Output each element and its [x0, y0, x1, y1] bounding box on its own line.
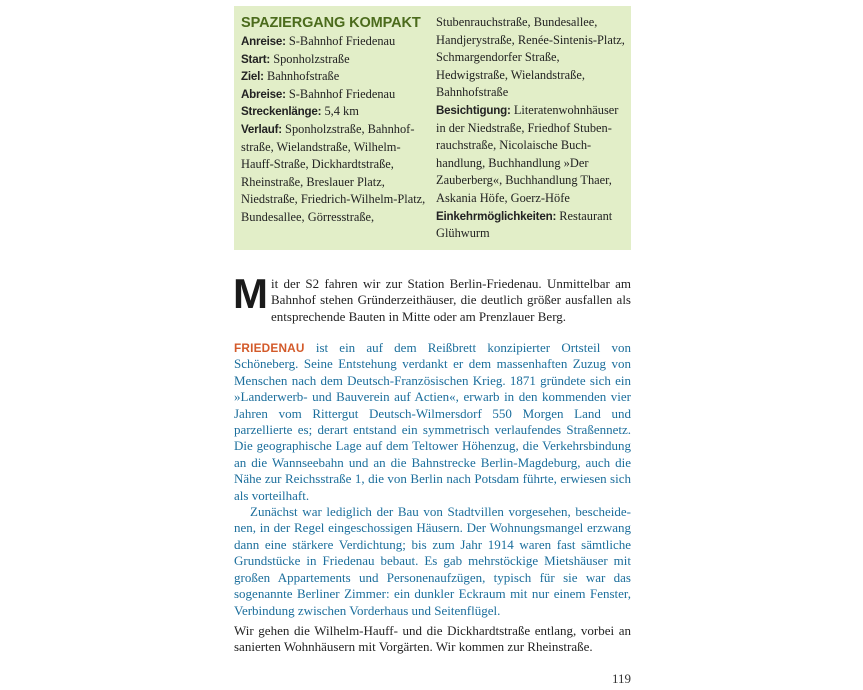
outro-paragraph — [234, 623, 631, 656]
value-abreise: S-Bahnhof Friedenau — [288, 86, 396, 101]
label-abreise: Abreise: — [241, 87, 286, 101]
entry-besichtigung — [436, 102, 626, 208]
value-verlauf-part2: Stubenrauchstraße, Bundesallee, Handjerystraße, Renée-Sintenis-Platz, Schmargendorfer Straße, Hedwigstraße, Wielandstraße, Bahnhofstraße — [436, 15, 625, 100]
outro-text: Wir gehen die Wilhelm-Hauff- und die Dickhardtstraße entlang, vorbei an sanierten Wohnhäusern mit Vorgärten. Wir kommen zur Rheinstraße. — [234, 623, 631, 655]
value-einkehr: Restaurant Glühwurm — [436, 208, 613, 241]
info-box-left-column — [241, 14, 431, 227]
value-besichtigung: Literatenwohnhäuser in der Niedstraße, Friedhof Stubenrauchstraße, Nicolaische Buchhandlung, Buchhandlung »Der Zauberberg«, Buchhandlung Thaer, Askania Höfe, Goerz-Höfe — [436, 102, 619, 205]
value-ziel: Bahnhofstraße — [266, 69, 340, 84]
entry-ziel — [241, 68, 431, 86]
friedenau-paragraph-2 — [234, 504, 631, 619]
entry-verlauf-continued — [436, 14, 626, 102]
label-ziel: Ziel: — [241, 70, 264, 84]
info-box-right-column — [436, 14, 626, 243]
label-besichtigung: Besichtigung: — [436, 103, 511, 117]
entry-start — [241, 51, 431, 69]
info-box-spaziergang-kompakt — [234, 6, 631, 250]
friedenau-text-2: Zunächst war lediglich der Bau von Stadtvillen vorgesehen, bescheidenen, in der Regel eingeschossigen Häusern. Der Wohnungsmangel erzwang dann eine stärkere Verdichtung; bis zum Jahr 1914 waren fast sämtliche Grundstücke in Friedenau bebaut. Es gab mehrstöckige Mietshäuser mit großen Appartements und Personenaufzügen, typisch für sie war das sogenannte Berliner Zimmer: ein dunkler Eckraum mit nur einem Fenster, Verbindung zwischen Vorderhaus und Seitenflügel. — [234, 504, 631, 618]
label-verlauf: Verlauf: — [241, 122, 282, 136]
value-streckenlaenge: 5,4 km — [324, 104, 359, 119]
entry-verlauf — [241, 121, 431, 227]
value-start: Sponholzstraße — [273, 51, 350, 66]
info-box-title: SPAZIERGANG KOMPAKT — [241, 15, 421, 31]
label-einkehr: Einkehrmöglichkeiten: — [436, 209, 557, 223]
entry-anreise — [241, 33, 431, 51]
entry-einkehr — [436, 208, 626, 243]
section-label-friedenau: FRIEDENAU — [234, 341, 305, 355]
intro-paragraph — [233, 270, 631, 325]
entry-abreise — [241, 86, 431, 104]
label-streckenlaenge: Streckenlänge: — [241, 105, 322, 119]
page-number: 119 — [611, 671, 631, 686]
drop-cap: M — [233, 270, 268, 317]
intro-text: it der S2 fahren wir zur Station Berlin-Friedenau. Unmittelbar am Bahnhof stehen Gründerzeithäuser, die deutlich größer ausfallen als entsprechende Bauten in Mitte oder am Prenzlauer Berg. — [271, 276, 631, 324]
friedenau-text-1: ist ein auf dem Reißbrett konzipierter Ortsteil von Schöneberg. Seine Entstehung verdankt er dem massenhaften Zuzug von Menschen nach dem Deutsch-Französischen Krieg. 1871 gründete sich ein »Landerwerb- und Bauverein auf Actien«, erwarb in den kommenden vier Jahren vom Rittergut Deutsch-Wilmersdorf 550 Morgen Land und parzellierte es; derart entstand ein symmetrisch verlaufendes Straßennetz. Die geographische Lage auf dem Teltower Höhenzug, die Verkehrsbindung an die Wannseebahn und an die Bahnstrecke Berlin-Magdeburg, auch die Nähe zur Reichsstraße 1, die von Berlin nach Potsdam führte, erwiesen sich als vorteilhaft. — [234, 340, 631, 503]
value-verlauf-part1: Sponholzstraße, Bahnhofstraße, Wielandstraße, Wilhelm-Hauff-Straße, Dickhardtstraße, Rheinstraße, Breslauer Platz, Niedstraße, Friedrich-Wilhelm-Platz, Bundesallee, Görresstraße, — [241, 121, 426, 224]
entry-streckenlaenge — [241, 103, 431, 121]
value-anreise: S-Bahnhof Friedenau — [288, 34, 396, 48]
label-anreise: Anreise: — [241, 35, 286, 48]
label-start: Start: — [241, 52, 271, 66]
friedenau-section — [234, 340, 631, 619]
friedenau-paragraph-1 — [234, 340, 631, 504]
